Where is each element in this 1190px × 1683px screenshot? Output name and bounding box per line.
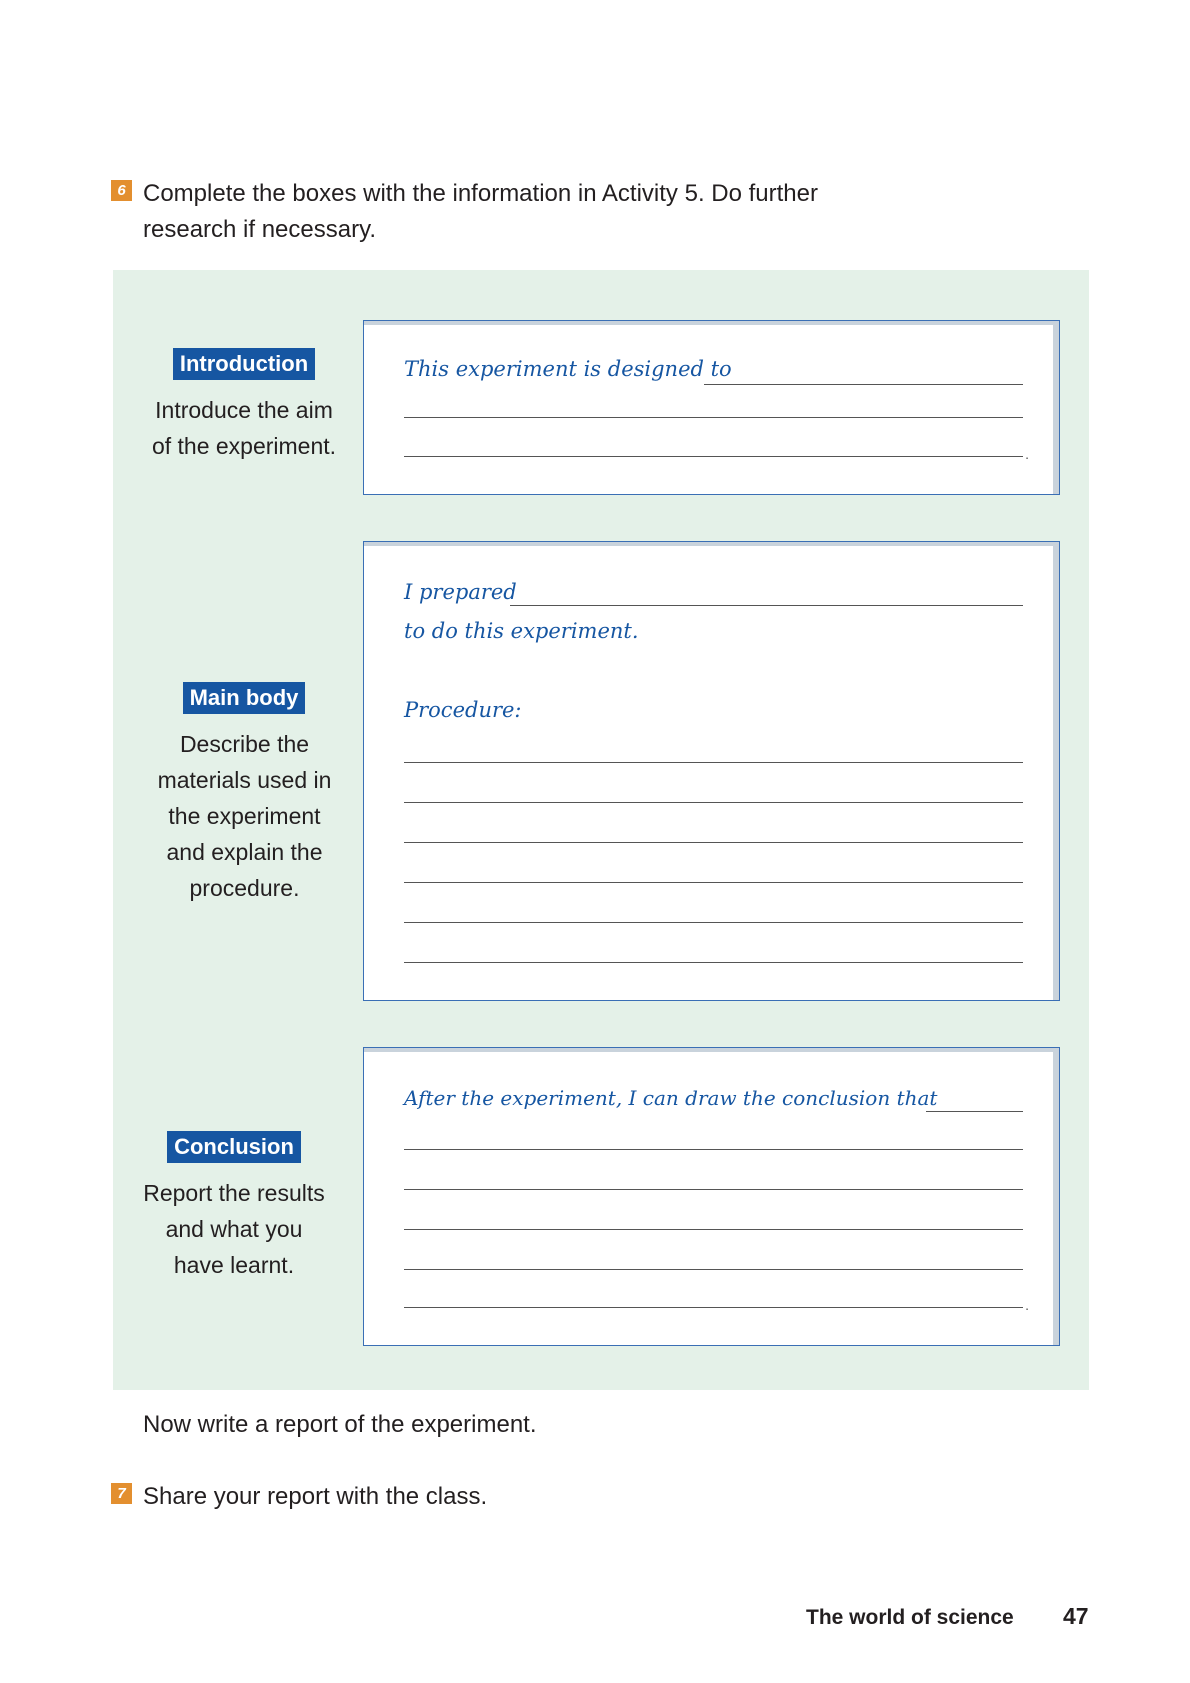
writing-line[interactable] — [404, 1307, 1023, 1308]
conclusion-prompt: After the experiment, I can draw the conclusion that — [404, 1086, 938, 1110]
introduction-prompt: This experiment is designed to — [404, 357, 732, 381]
introduction-description: Introduce the aim of the experiment. — [151, 397, 337, 459]
main-body-tag: Main body — [183, 682, 306, 714]
writing-line[interactable] — [926, 1111, 1023, 1112]
writing-line[interactable] — [404, 922, 1023, 923]
introduction-box — [363, 320, 1060, 495]
period-mark: . — [1025, 1297, 1029, 1313]
conclusion-tag: Conclusion — [167, 1131, 301, 1163]
report-instruction: Now write a report of the experiment. — [143, 1411, 537, 1438]
materials-prompt-continued: to do this experiment. — [404, 619, 639, 643]
writing-line[interactable] — [404, 802, 1023, 803]
page-number: 47 — [1063, 1603, 1089, 1629]
conclusion-box — [363, 1047, 1060, 1346]
procedure-label: Procedure: — [404, 698, 522, 722]
task-6 — [111, 176, 911, 248]
writing-line[interactable] — [404, 842, 1023, 843]
introduction-label-column — [113, 348, 375, 464]
writing-line[interactable] — [510, 605, 1023, 606]
writing-line[interactable] — [404, 762, 1023, 763]
task-7 — [111, 1479, 911, 1515]
writing-line[interactable] — [404, 962, 1023, 963]
task-instruction: Complete the boxes with the information in Activity 5. Do further research if necessary. — [143, 180, 818, 243]
writing-line[interactable] — [704, 384, 1023, 385]
writing-line[interactable] — [404, 417, 1023, 418]
conclusion-label-column — [113, 1131, 375, 1283]
unit-title: The world of science — [806, 1606, 1014, 1629]
materials-prompt: I prepared — [404, 580, 517, 604]
task-number-badge: 6 — [111, 180, 132, 201]
period-mark: . — [1025, 446, 1029, 462]
writing-line[interactable] — [404, 1229, 1023, 1230]
writing-line[interactable] — [404, 882, 1023, 883]
task-number-badge: 7 — [111, 1483, 132, 1504]
task-instruction: Share your report with the class. — [143, 1483, 488, 1510]
main-body-description: Describe the materials used in the experiment and explain the procedure. — [157, 731, 332, 901]
conclusion-description: Report the results and what you have learnt. — [143, 1180, 325, 1278]
writing-line[interactable] — [404, 1269, 1023, 1270]
writing-line[interactable] — [404, 456, 1023, 457]
writing-line[interactable] — [404, 1149, 1023, 1150]
main-body-label-column — [113, 682, 375, 906]
writing-line[interactable] — [404, 1189, 1023, 1190]
introduction-tag: Introduction — [173, 348, 315, 380]
main-body-box — [363, 541, 1060, 1001]
